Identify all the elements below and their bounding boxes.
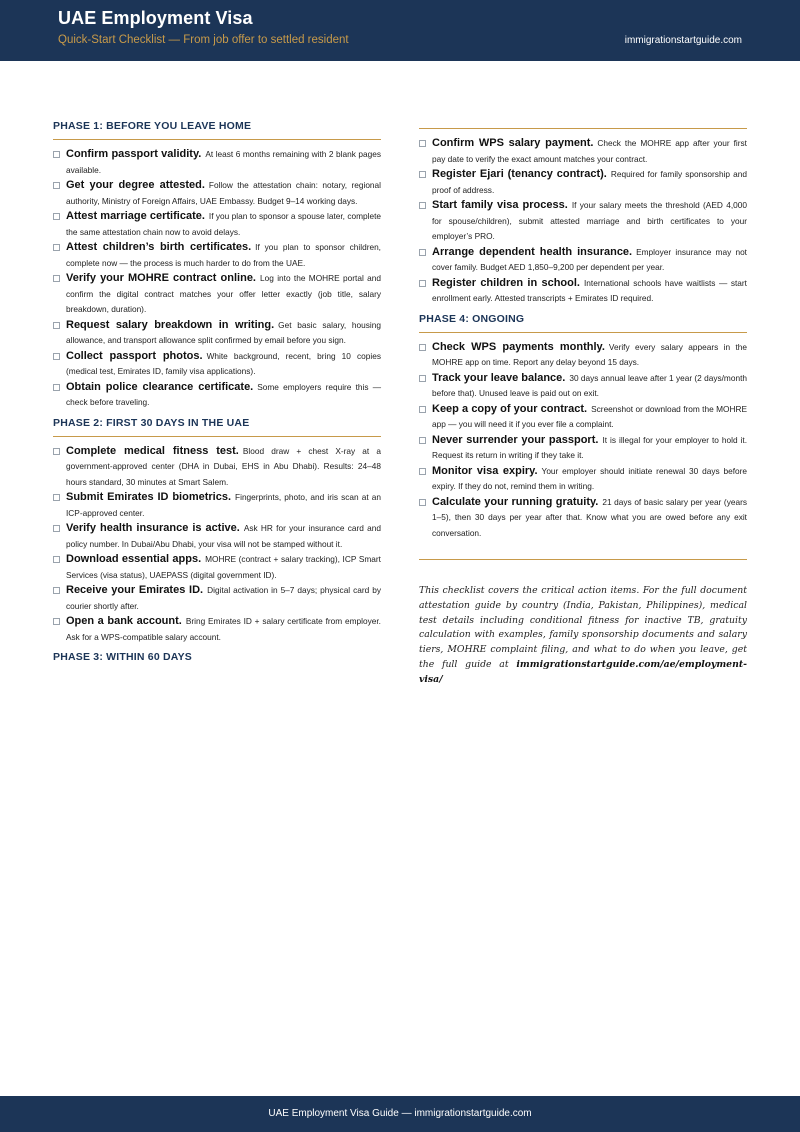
checklist-item-text: 21 days of basic salary per year (years 1–5), then 30 days per year after that. Know what you are owed before any exit conversation. bbox=[432, 496, 747, 538]
checklist-item bbox=[419, 198, 747, 245]
checklist-item-heading: Collect passport photos. bbox=[66, 349, 203, 362]
checkbox[interactable] bbox=[53, 494, 60, 501]
checklist-item-heading: Submit Emirates ID biometrics. bbox=[66, 491, 232, 503]
phase-2-section bbox=[53, 417, 381, 646]
checklist-item-text: Get basic salary, housing allowance, and transport allowance split confirmed by email before you sign. bbox=[66, 319, 381, 345]
checkbox[interactable] bbox=[53, 322, 60, 329]
checklist-item-text: White background, recent, bring 10 copies (medical test, Emirates ID, family visa applications). bbox=[66, 350, 381, 376]
checkbox[interactable] bbox=[53, 525, 60, 532]
checklist-item-text: Log into the MOHRE portal and confirm the digital contract matches your offer letter exactly (job title, salary breakdown, duration). bbox=[66, 273, 381, 314]
checklist-item-text: Ask HR for your insurance card and policy number. In Dubai/Abu Dhabi, your visa will not be stamped without it. bbox=[66, 523, 381, 549]
checkbox[interactable] bbox=[419, 499, 426, 506]
checkbox[interactable] bbox=[53, 448, 60, 455]
checkbox[interactable] bbox=[419, 140, 426, 147]
checklist-item bbox=[53, 490, 381, 521]
checklist-item-heading: Open a bank account. bbox=[66, 615, 182, 627]
checklist-item-heading: Get your degree attested. bbox=[66, 179, 205, 191]
checklist-item-text: 30 days annual leave after 1 year (2 days/month before that). Unused leave is paid out on exit. bbox=[432, 372, 747, 398]
checkbox[interactable] bbox=[53, 275, 60, 282]
checklist-item bbox=[53, 318, 381, 349]
checklist-item bbox=[53, 349, 381, 380]
checklist-item bbox=[419, 245, 747, 276]
checklist-item bbox=[419, 464, 747, 495]
checkbox[interactable] bbox=[53, 151, 60, 158]
checklist-item-heading: Register children in school. bbox=[432, 276, 580, 289]
checklist-item bbox=[53, 614, 381, 645]
left-column bbox=[53, 110, 381, 670]
checklist-item bbox=[53, 380, 381, 411]
checklist-item-text: Blood draw + chest X-ray at a government-approved center (DHA in Dubai, EHS in Abu Dhabi). Results: 24–48 hours standard, 30 minutes at Smart Salem. bbox=[66, 445, 381, 487]
checklist-item-heading: Attest marriage certificate. bbox=[66, 210, 205, 222]
checkbox[interactable] bbox=[419, 375, 426, 382]
checkbox[interactable] bbox=[419, 171, 426, 178]
checklist-item bbox=[53, 240, 381, 271]
phase-2-divider bbox=[53, 436, 381, 437]
checkbox[interactable] bbox=[53, 384, 60, 391]
checklist-item-heading: Calculate your running gratuity. bbox=[432, 495, 599, 508]
checklist-item-text: Bring Emirates ID + salary certificate from employer. Ask for a WPS-compatible salary account. bbox=[66, 616, 381, 642]
checklist-item bbox=[53, 552, 381, 583]
checklist-item-heading: Never surrender your passport. bbox=[432, 433, 599, 446]
page-header bbox=[0, 0, 800, 61]
checklist-item bbox=[419, 276, 747, 307]
checkbox[interactable] bbox=[53, 587, 60, 594]
checklist-item-heading: Monitor visa expiry. bbox=[432, 464, 538, 477]
checkbox[interactable] bbox=[419, 202, 426, 209]
phase-3-divider bbox=[419, 128, 747, 129]
checkbox[interactable] bbox=[53, 182, 60, 189]
phase-4-checklist bbox=[419, 340, 747, 542]
checklist-item-heading: Arrange dependent health insurance. bbox=[432, 245, 633, 258]
checklist-item-text: If your salary meets the threshold (AED 4,000 for spouse/children), submit attested marriage and birth certificates to your employer’s PRO. bbox=[432, 200, 747, 241]
checklist-item-heading: Check WPS payments monthly. bbox=[432, 340, 605, 353]
checklist-item bbox=[53, 521, 381, 552]
checklist-item-text: Fingerprints, photo, and iris scan at an ICP-approved center. bbox=[66, 492, 381, 518]
phase-4-section bbox=[419, 313, 747, 542]
page-footer bbox=[0, 1096, 800, 1132]
phase-3-title: PHASE 3: WITHIN 60 DAYS bbox=[53, 651, 192, 663]
document-title: UAE Employment Visa bbox=[58, 8, 253, 28]
phase-3-continued bbox=[419, 128, 747, 307]
checklist-item-heading: Download essential apps. bbox=[66, 553, 202, 565]
checklist-item-text: Employer insurance may not cover family. Budget AED 1,850–9,200 per dependent per year. bbox=[432, 246, 747, 272]
phase-2-title: PHASE 2: FIRST 30 DAYS IN THE UAE bbox=[53, 416, 250, 429]
checklist-item bbox=[53, 271, 381, 318]
phase-4-divider bbox=[419, 332, 747, 333]
right-column bbox=[419, 128, 747, 688]
checklist-item-text: Digital activation in 5–7 days; physical card by courier shortly after. bbox=[66, 585, 381, 611]
checklist-item-heading: Confirm WPS salary payment. bbox=[432, 137, 594, 149]
checkbox[interactable] bbox=[53, 213, 60, 220]
checkbox[interactable] bbox=[419, 468, 426, 475]
phase-3-checklist bbox=[419, 136, 747, 307]
checklist-item bbox=[53, 209, 381, 240]
checklist-item-heading: Complete medical fitness test. bbox=[66, 444, 239, 457]
document-subtitle: Quick-Start Checklist — From job offer to settled resident bbox=[58, 34, 349, 46]
checklist-item-text: MOHRE (contract + salary tracking), ICP Smart Services (visa status), UAEPASS (digital government ID). bbox=[66, 554, 381, 580]
closing-note-text: This checklist covers the critical action items. For the full document attestation guide by country (India, Pakistan, Philippines), medical test details including conditional fitness for inactive TB, gratuity calculation with examples, family sponsorship documents and salary tiers, MOHRE complaint filing, and what to do when you leave, get the full guide at bbox=[419, 585, 747, 670]
checklist-item-heading: Keep a copy of your contract. bbox=[432, 402, 588, 415]
checklist-item bbox=[53, 147, 381, 178]
full-guide-link[interactable]: immigrationstartguide.com/ae/employment-visa/ bbox=[419, 658, 747, 685]
checklist-item-heading: Register Ejari (tenancy contract). bbox=[432, 168, 607, 180]
checkbox[interactable] bbox=[53, 618, 60, 625]
checklist-item-text: At least 6 months remaining with 2 blank pages available. bbox=[66, 149, 381, 175]
checklist-item-text: If you plan to sponsor children, complete now — the process is much harder to do from the UAE. bbox=[66, 242, 381, 268]
closing-note bbox=[419, 584, 747, 688]
closing-divider bbox=[419, 559, 747, 560]
phase-1-checklist bbox=[53, 147, 381, 411]
checklist-item bbox=[419, 371, 747, 402]
checkbox[interactable] bbox=[419, 437, 426, 444]
checkbox[interactable] bbox=[53, 556, 60, 563]
checkbox[interactable] bbox=[53, 244, 60, 251]
checkbox[interactable] bbox=[419, 280, 426, 287]
checkbox[interactable] bbox=[419, 249, 426, 256]
checkbox[interactable] bbox=[53, 353, 60, 360]
phase-1-section bbox=[53, 120, 381, 411]
checklist-item-text: It is illegal for your employer to hold it. Request its return in writing if they take it. bbox=[432, 434, 747, 460]
checklist-item bbox=[419, 340, 747, 371]
checklist-item bbox=[419, 167, 747, 198]
checklist-item-heading: Track your leave balance. bbox=[432, 371, 566, 384]
checklist-item-text: Screenshot or download from the MOHRE app — you will need it if you ever file a complaint. bbox=[432, 403, 747, 429]
checkbox[interactable] bbox=[419, 406, 426, 413]
checklist-item-heading: Verify health insurance is active. bbox=[66, 522, 240, 534]
checklist-item bbox=[53, 178, 381, 209]
checklist-item-text: Check the MOHRE app after your first pay date to verify the exact amount matches your contract. bbox=[432, 138, 747, 164]
header-site-link[interactable]: immigrationstartguide.com bbox=[624, 35, 742, 46]
checklist-item bbox=[53, 583, 381, 614]
checklist-item-text: Some employers require this — check before traveling. bbox=[66, 381, 382, 407]
checklist-item-heading: Start family visa process. bbox=[432, 199, 568, 211]
phase-1-title: PHASE 1: BEFORE YOU LEAVE HOME bbox=[53, 120, 252, 132]
phase-3-section bbox=[53, 651, 381, 663]
checklist-item-text: If you plan to sponsor a spouse later, complete the same attestation chain now to avoid delays. bbox=[66, 211, 382, 237]
checklist-item-text: International schools have waitlists — start enrollment early. Attested transcripts + Emirates ID required. bbox=[432, 277, 747, 303]
checklist-item-text: Your employer should initiate renewal 30 days before expiry. If they do not, remind them in writing. bbox=[432, 465, 747, 491]
footer-text: UAE Employment Visa Guide — immigrationstartguide.com bbox=[268, 1108, 532, 1119]
checklist-item bbox=[419, 495, 747, 542]
checklist-item bbox=[53, 444, 381, 491]
checkbox[interactable] bbox=[419, 344, 426, 351]
checklist-item-heading: Receive your Emirates ID. bbox=[66, 584, 204, 596]
checklist-item-text: Required for family sponsorship and proof of address. bbox=[432, 169, 747, 195]
checklist-item-heading: Verify your MOHRE contract online. bbox=[66, 272, 256, 284]
checklist-item bbox=[419, 402, 747, 433]
phase-1-divider bbox=[53, 139, 381, 140]
phase-2-checklist bbox=[53, 444, 381, 646]
checklist-item-text: Verify every salary appears in the MOHRE app on time. Report any delay beyond 15 days. bbox=[432, 341, 748, 367]
checklist-item bbox=[419, 433, 747, 464]
checklist-item-text: Follow the attestation chain: notary, regional authority, Ministry of Foreign Affairs, UAE Embassy. Budget 9–14 working days. bbox=[66, 180, 381, 206]
checklist-item-heading: Attest children’s birth certificates. bbox=[66, 241, 252, 253]
checklist-item-heading: Obtain police clearance certificate. bbox=[66, 380, 254, 393]
phase-4-title: PHASE 4: ONGOING bbox=[419, 312, 525, 325]
checklist-item-heading: Request salary breakdown in writing. bbox=[66, 318, 275, 331]
checklist-item-heading: Confirm passport validity. bbox=[66, 148, 202, 160]
checklist-item bbox=[419, 136, 747, 167]
